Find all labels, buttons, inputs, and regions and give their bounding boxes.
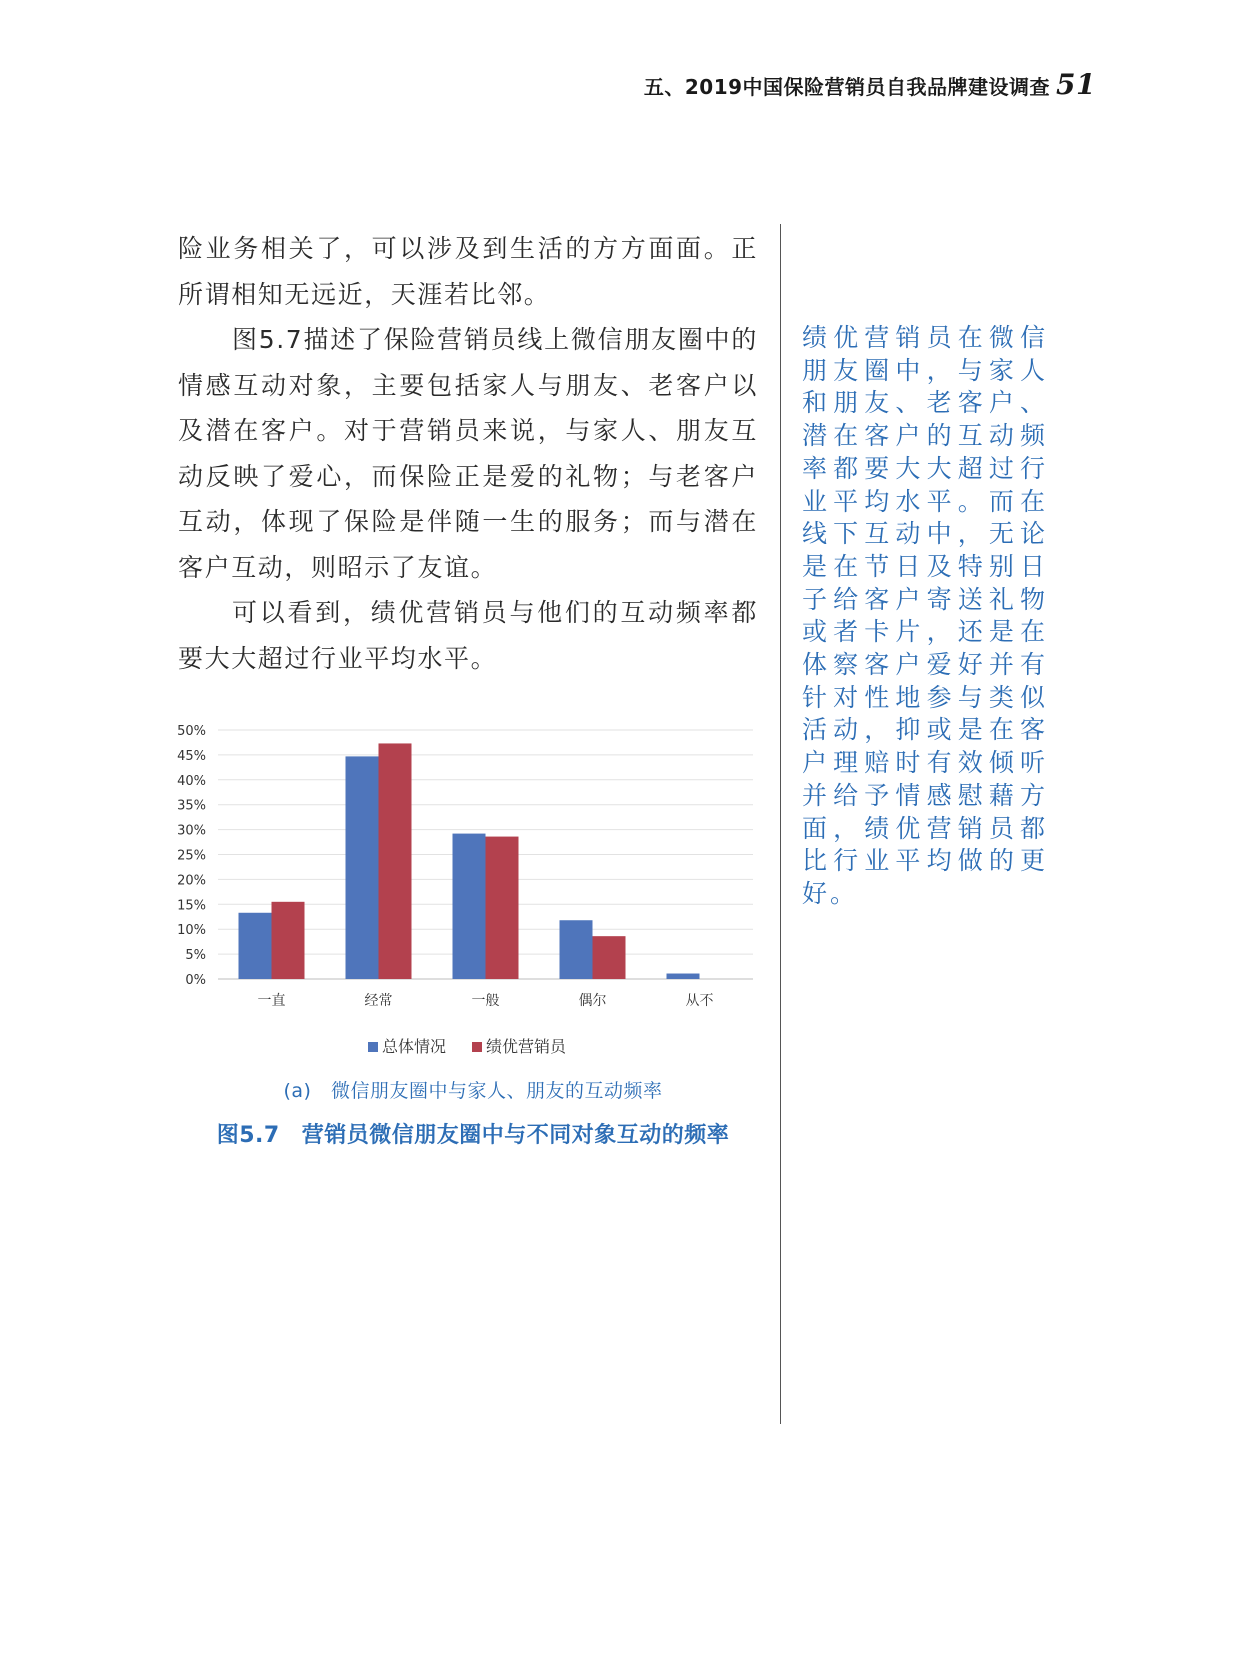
paragraph-2: 图5.7描述了保险营销员线上微信朋友圈中的情感互动对象，主要包括家人与朋友、老客户以及潜在客户。对于营销员来说，与家人、朋友互动反映了爱心，而保险正是爱的礼物；与老客户互动，体现了保险是伴随一生的服务；而与潜在客户互动，则昭示了友谊。 xyxy=(178,325,758,582)
legend-swatch xyxy=(472,1042,482,1052)
bar-top-performer xyxy=(593,936,626,979)
paragraph-3: 可以看到，绩优营销员与他们的互动频率都要大大超过行业平均水平。 xyxy=(178,598,758,673)
y-tick-label: 50% xyxy=(177,724,206,739)
paragraph-1: 险业务相关了，可以涉及到生活的方方面面。正所谓相知无远近，天涯若比邻。 xyxy=(178,234,758,309)
main-text-column xyxy=(178,226,758,681)
y-tick-label: 40% xyxy=(177,773,206,789)
running-head-title: 五、2019中国保险营销员自我品牌建设调查 xyxy=(643,75,1051,99)
figure-caption xyxy=(178,1118,768,1149)
y-tick-label: 10% xyxy=(177,923,206,939)
y-tick-label: 30% xyxy=(177,823,206,839)
y-tick-label: 20% xyxy=(177,873,206,889)
bar-overall xyxy=(560,920,593,979)
legend-label: 绩优营销员 xyxy=(486,1037,567,1056)
column-divider xyxy=(780,224,781,1424)
bar-overall xyxy=(667,974,700,979)
figure-subcaption: (a) 微信朋友圈中与家人、朋友的互动频率 xyxy=(283,1080,663,1102)
y-tick-label: 45% xyxy=(177,748,206,764)
y-tick-label: 5% xyxy=(185,948,206,964)
legend-label: 总体情况 xyxy=(382,1037,447,1056)
x-tick-label: 一直 xyxy=(257,993,286,1009)
running-head xyxy=(644,68,1096,101)
bar-overall xyxy=(453,834,486,979)
bar-overall xyxy=(239,913,272,979)
figure-number: 图5.7 xyxy=(216,1123,280,1148)
bar-top-performer xyxy=(379,743,412,979)
y-tick-label: 0% xyxy=(185,973,206,988)
bar-top-performer xyxy=(272,902,305,979)
x-tick-label: 从不 xyxy=(685,993,714,1009)
figure-title: 营销员微信朋友圈中与不同对象互动的频率 xyxy=(301,1123,730,1148)
y-tick-label: 35% xyxy=(177,798,206,814)
x-tick-label: 经常 xyxy=(364,993,393,1009)
sidebar-note xyxy=(802,322,1048,911)
x-tick-label: 一般 xyxy=(471,993,500,1009)
page-number: 51 xyxy=(1056,68,1096,101)
bar-chart xyxy=(178,722,768,1072)
sidebar-note-text: 绩优营销员在微信朋友圈中，与家人和朋友、老客户、潜在客户的互动频率都要大大超过行业平均水平。而在线下互动中，无论是在节日及特别日子给客户寄送礼物或者卡片，还是在体察客户爱好并有针对性地参与类似活动，抑或是在客户理赔时有效倾听并给予情感慰藉方面，绩优营销员都比行业平均做的更好。 xyxy=(802,323,1048,908)
bar-top-performer xyxy=(486,837,519,979)
x-tick-label: 偶尔 xyxy=(578,993,607,1009)
y-tick-label: 25% xyxy=(177,848,206,864)
bar-chart-svg xyxy=(178,722,768,1072)
y-tick-label: 15% xyxy=(177,898,206,914)
legend-swatch xyxy=(368,1042,378,1052)
bar-overall xyxy=(346,756,379,979)
